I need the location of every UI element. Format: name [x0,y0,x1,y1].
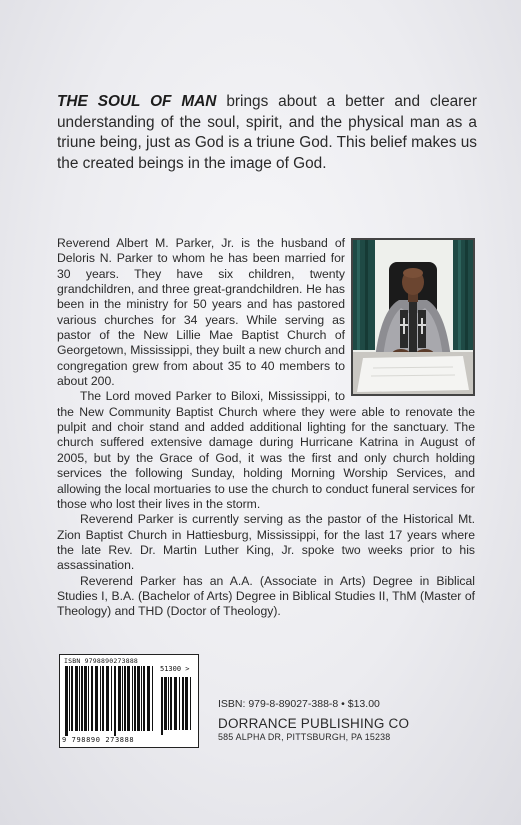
book-title: THE SOUL OF MAN [57,93,217,110]
barcode-digits: 9 798890 273888 [62,736,135,744]
publisher-info [218,698,478,742]
bio-paragraph [57,236,475,389]
author-photo-image [353,240,473,394]
publisher-address: 585 ALPHA DR, PITTSBURGH, PA 15238 [218,732,391,742]
barcode [59,654,199,748]
isbn-price: ISBN: 979-8-89027-388-8 • $13.00 [218,698,380,710]
ean-barcode-bars [64,666,156,736]
bio-paragraph-text: Reverend Albert M. Parker, Jr. is the husband of Deloris N. Parker to whom he has been married for 30 years. They have six children, twenty grandchildren, and three great-grandchildren. He has been in the ministry for 50 years and has pastored various churches for 34 years. While serving as pastor of the New Lillie Mae Baptist Church of Georgetown, Mississippi, they built a new church and congregation grew from about 35 to 40 members to about 200. [57,236,345,389]
bio-paragraph: Reverend Parker is currently serving as the pastor of the Historical Mt. Zion Baptist Church in Hattiesburg, Mississippi, for the last 17 years where the late Rev. Dr. Martin Luther King, Jr. spoke two weeks prior to his assassination. [57,512,475,573]
blurb-text: brings about a better and clearer understanding of the soul, spirit, and the physical man as a triune being, just as God is a triune God. This belief makes us the created beings in the image of God. [57,93,477,172]
barcode-isbn-label: ISBN 9798890273888 [64,657,139,665]
author-photo [351,238,475,396]
barcode-price-code: 51300 > [160,665,190,673]
bio-paragraph: The Lord moved Parker to Biloxi, Mississippi, to the New Community Baptist Church where they were able to renovate the pulpit and choir stand and added additional lighting for the sanctuary. The church suffered extensive damage during Hurricane Katrina in August of 2005, but by the Grace of God, it was the first and only church holding services the following Sunday, holding Morning Worship Services, and allowing the local mortuaries to use the church to conduct funeral services for those who lost their lives in the storm. [57,389,475,511]
price-barcode-bars [160,677,194,735]
back-cover-blurb [57,92,477,174]
bio-paragraph: Reverend Parker has an A.A. (Associate in Arts) Degree in Biblical Studies I, B.A. (Bachelor of Arts) Degree in Biblical Studies II, ThM (Master of Theology) and THD (Doctor of Theology). [57,573,475,619]
publisher-name: DORRANCE PUBLISHING CO [218,716,410,731]
author-bio [57,236,475,620]
